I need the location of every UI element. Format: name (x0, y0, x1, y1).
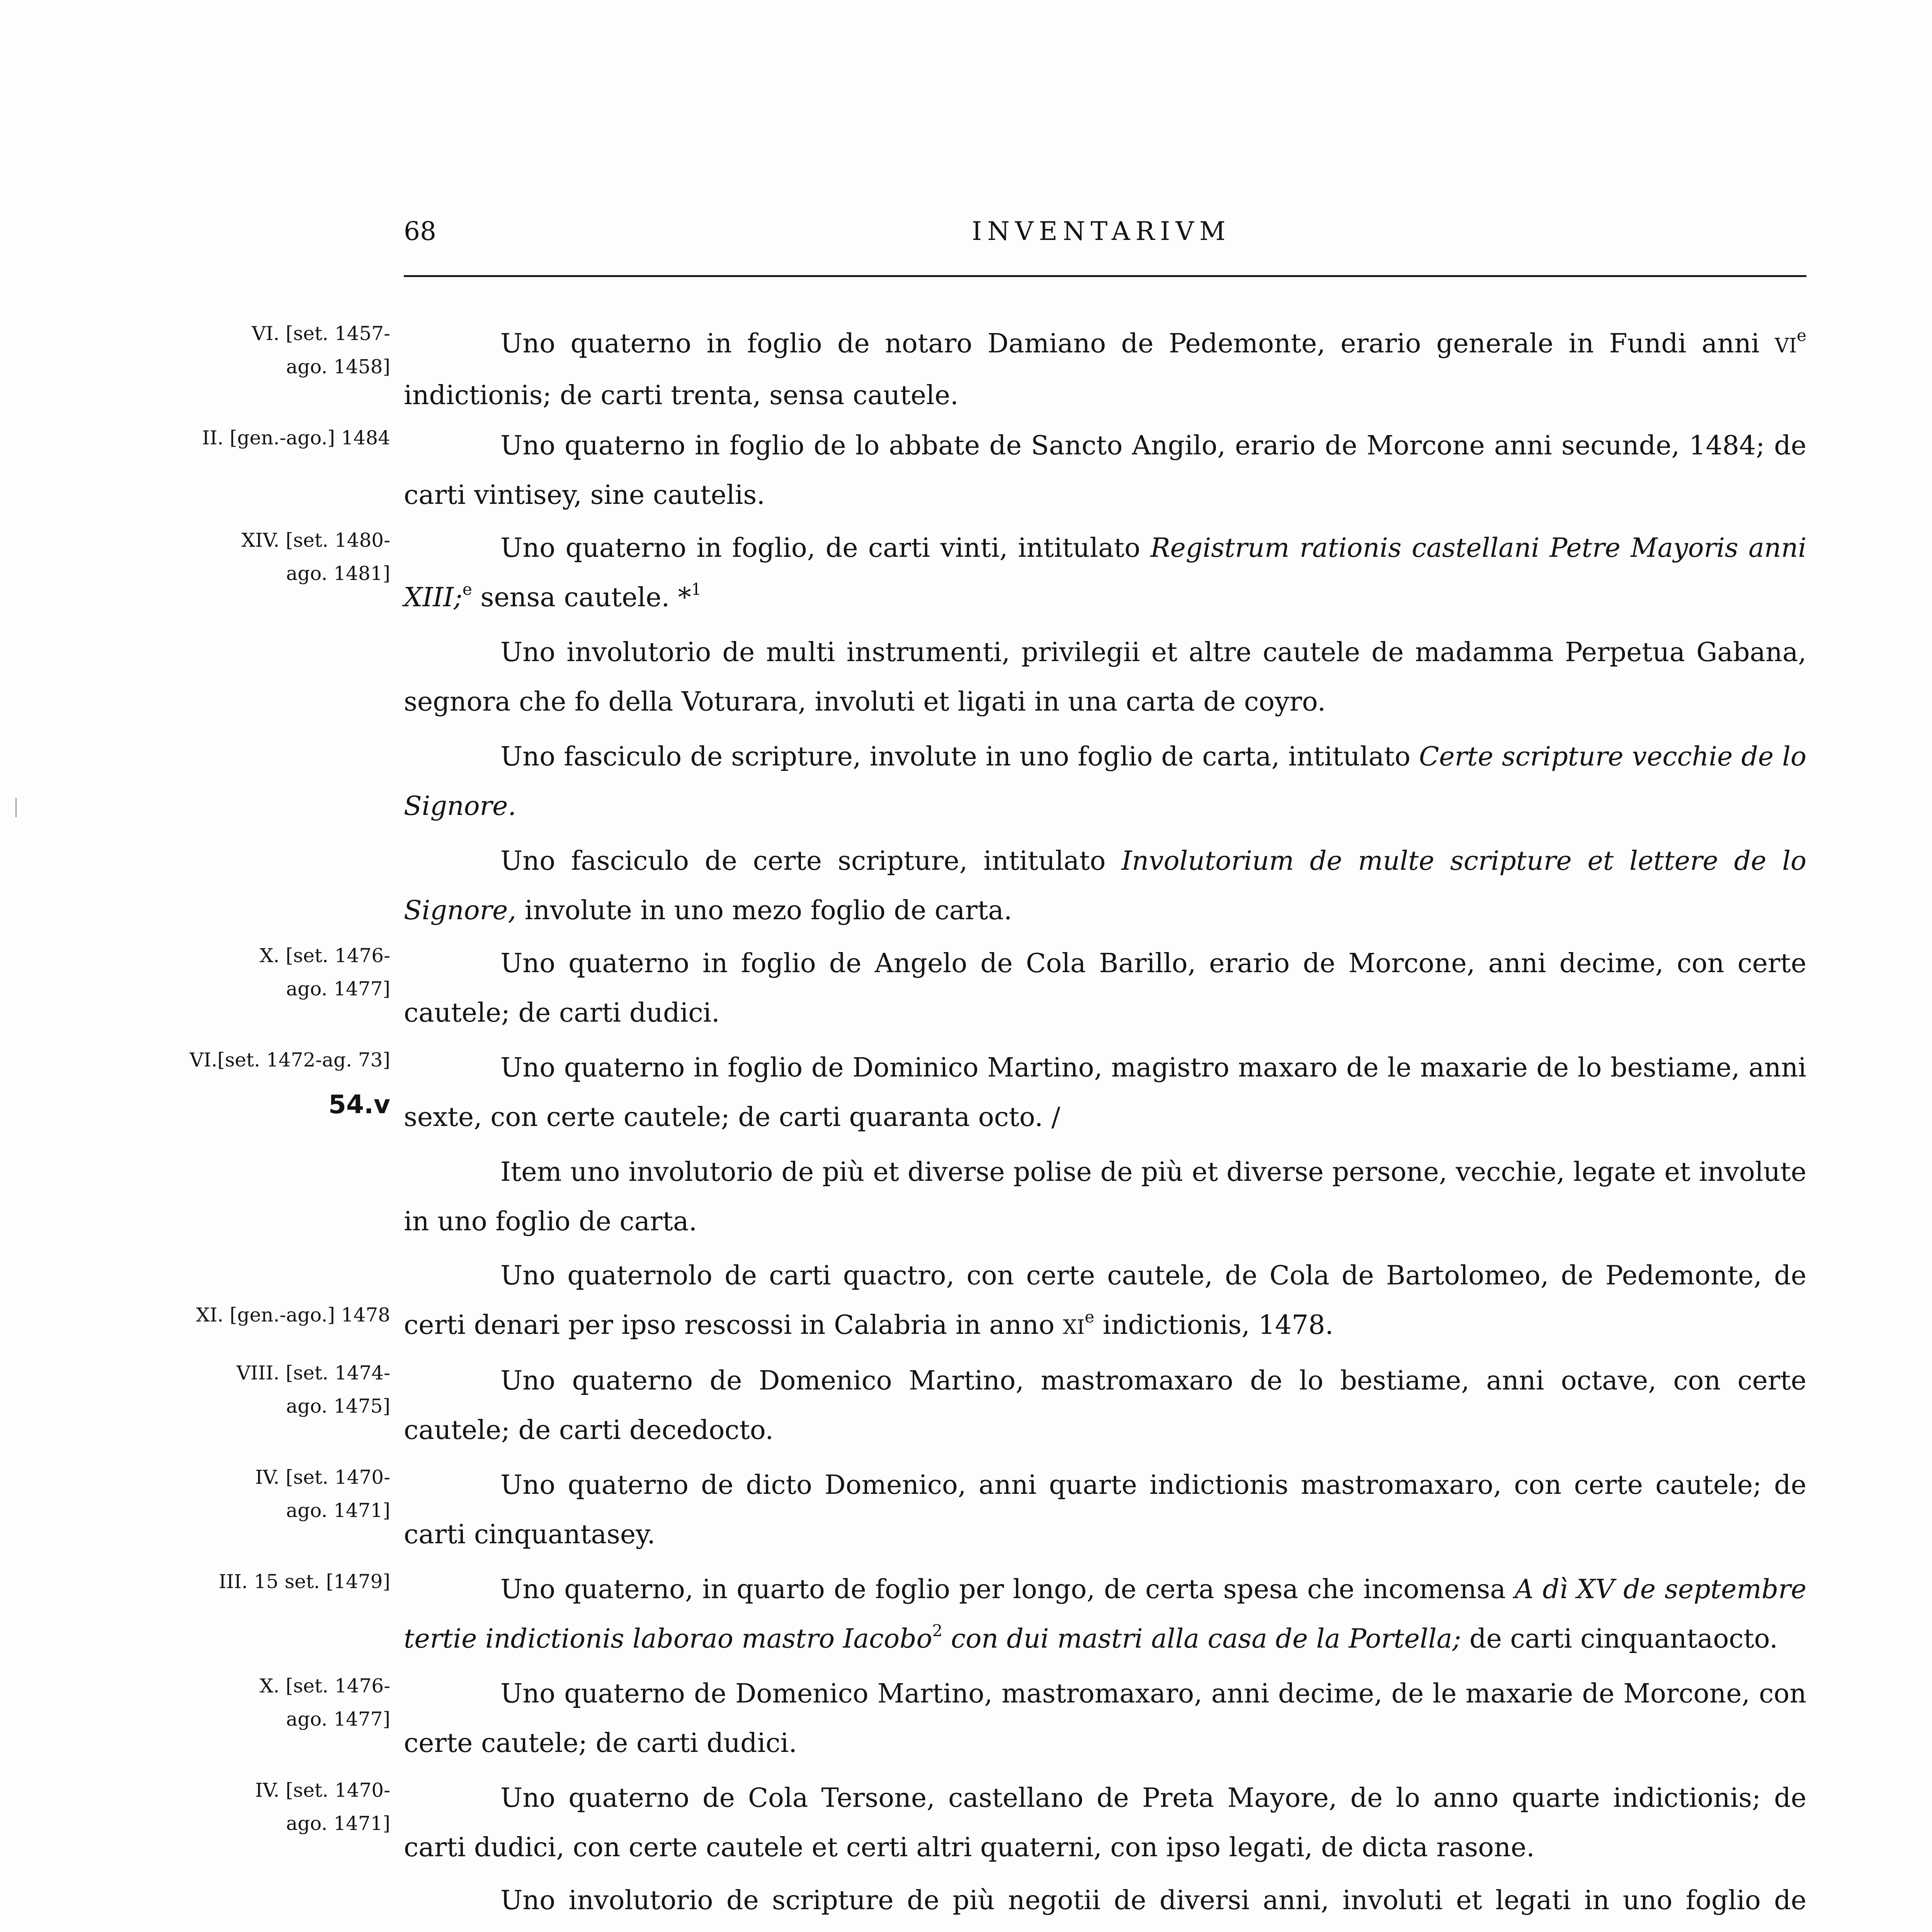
header-rule (404, 275, 1806, 277)
date-note: X. [set. 1476- ago. 1477] (259, 1675, 390, 1730)
entry-text: Uno quaterno in foglio de Dominico Martino, magistro maxaro de le maxarie de lo bestiame, anni sexte, con certe cautele; de carti quaranta octo. / (404, 1053, 1806, 1133)
entry-text: Uno quaterno, in quarto de foglio per longo, de certa spesa che incomensa A dì XV de septembre tertie indictionis laborao mastro Iacobo$^2$ con dui mastri alla casa de la Portella; de carti cinquantaocto. (404, 1574, 1806, 1654)
margin-mark (15, 798, 17, 817)
running-head (404, 216, 1806, 259)
date-note: VI.[set. 1472-ag. 73] (189, 1049, 390, 1071)
entry-text: Uno fasciculo de certe scripture, intitulato Involutorium de multe scripture et lettere de lo Signore, involute in uno mezo foglio de carta. (404, 846, 1806, 926)
date-note: X. [set. 1476- ago. 1477] (259, 944, 390, 1000)
entry-text: Uno quaterno in foglio, de carti vinti, intitulato Registrum rationis castellani Petre Mayoris anni XIII;$^e$ sensa cautele. *$^1$ (404, 533, 1806, 613)
entry-text: Uno quaterno in foglio de notaro Damiano de Pedemonte, erario generale in Fundi anni VIe indictionis; de carti trenta, sensa cautele. (404, 326, 1806, 411)
page-number: 68 (404, 216, 436, 246)
entry-text: Uno quaterno de Domenico Martino, mastromaxaro, anni decime, de le maxarie de Morcone, con certe cautele; de carti dudici. (404, 1679, 1806, 1759)
entry-text: Uno quaterno de Domenico Martino, mastromaxaro de lo bestiame, anni octave, con certe cautele; de carti decedocto. (404, 1366, 1806, 1446)
entry-text: Uno quaterno de Cola Tersone, castellano de Preta Mayore, de lo anno quarte indictionis; de carti dudici, con certe cautele et certi altri quaterni, con ipso legati, de dicta rasone. (404, 1783, 1806, 1863)
date-note: III. 15 set. [1479] (219, 1570, 390, 1593)
entry-text: Uno quaternolo de carti quactro, con certe cautele, de Cola de Bartolomeo, de Pedemonte, de certi denari per ipso rescossi in Calabria in anno XIe indictionis, 1478. (404, 1260, 1806, 1340)
date-note: IV. [set. 1470- ago. 1471] (255, 1466, 390, 1522)
entry-text: Uno quaterno in foglio de lo abbate de Sancto Angilo, erario de Morcone anni secunde, 1484; de carti vintisey, sine cautelis. (404, 430, 1806, 510)
entry-text: Uno involutorio de multi instrumenti, privilegii et altre cautele de madamma Perpetua Gabana, segnora che fo della Voturara, involuti et ligati in una carta de coyro. (404, 637, 1806, 717)
date-note: IV. [set. 1470- ago. 1471] (255, 1779, 390, 1835)
entry-text: Item uno involutorio de più et diverse polise de più et diverse persone, vecchie, legate et involute in uno foglio de carta. (404, 1157, 1806, 1237)
date-note: XIV. [set. 1480- ago. 1481] (241, 529, 390, 585)
date-note: II. [gen.-ago.] 1484 (202, 427, 390, 449)
entry-text: Uno fasciculo de scripture, involute in uno foglio de carta, intitulato Certe scripture vecchie de lo Signore. (404, 742, 1806, 821)
entry-text: Uno involutorio de scripture de più negotii de diversi anni, involuti et legati in uno foglio de (500, 1885, 1806, 1916)
date-note: VIII. [set. 1474- ago. 1475] (236, 1362, 390, 1417)
entry-text: Uno quaterno de dicto Domenico, anni quarte indictionis mastromaxaro, con certe cautele; de carti cinquantasey. (404, 1470, 1806, 1550)
entry-text: Uno quaterno in foglio de Angelo de Cola Barillo, erario de Morcone, anni decime, con certe cautele; de carti dudici. (404, 948, 1806, 1028)
date-note: VI. [set. 1457- ago. 1458] (252, 322, 390, 378)
date-note: XI. [gen.-ago.] 1478 (196, 1304, 390, 1326)
running-title: INVENTARIVM (972, 216, 1231, 246)
folio-number: 54.v (328, 1090, 390, 1119)
